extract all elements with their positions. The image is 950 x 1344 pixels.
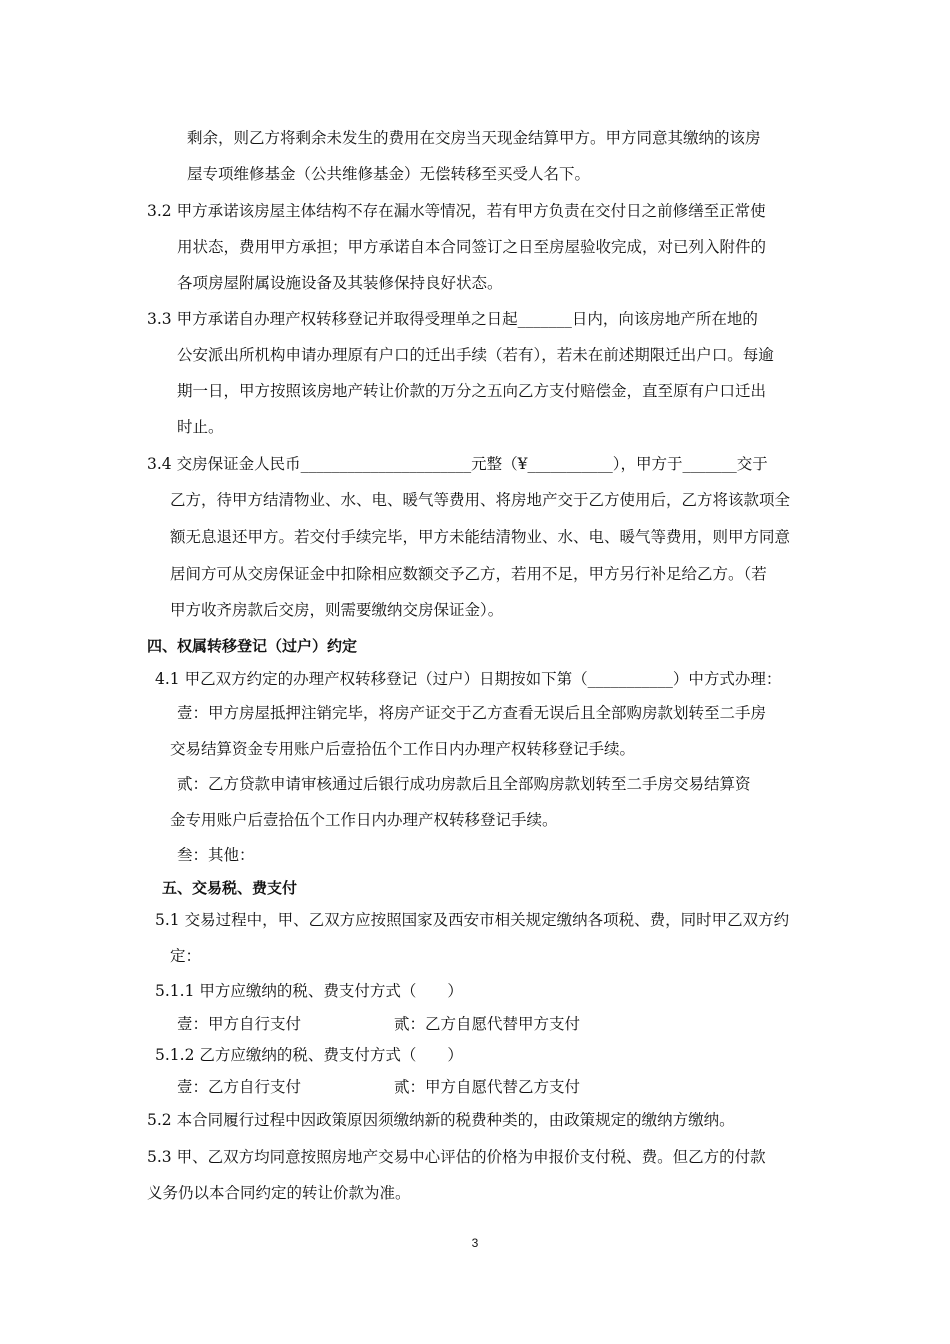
clause-5-1: 5.1 交易过程中，甲、乙双方应按照国家及西安市相关规定缴纳各项税、费，同时甲乙双方约: [155, 911, 790, 929]
clause-3-3: 3.3 甲方承诺自办理产权转移登记并取得受理单之日起_______日内，向该房地产所在地的: [147, 310, 758, 328]
clause-3-2: 3.2 甲方承诺该房屋主体结构不存在漏水等情况，若有甲方负责在交付日之前修缮至正常使: [147, 202, 766, 220]
payment-options-1: 壹：甲方自行支付 贰：乙方自愿代替甲方支付: [177, 1015, 581, 1033]
clause-3-4: 3.4 交房保证金人民币______________________元整（¥___________），甲方于_______交于: [147, 455, 768, 473]
body-line: 交易结算资金专用账户后壹拾伍个工作日内办理产权转移登记手续。: [170, 740, 636, 758]
body-line: 甲方收齐房款后交房，则需要缴纳交房保证金）。: [170, 601, 504, 619]
body-line: 额无息退还甲方。若交付手续完毕，甲方未能结清物业、水、电、暖气等费用，则甲方同意: [170, 528, 791, 546]
body-line: 用状态，费用甲方承担；甲方承诺自本合同签订之日至房屋验收完成，对已列入附件的: [177, 238, 767, 256]
clause-5-2: 5.2 本合同履行过程中因政策原因须缴纳新的税费种类的，由政策规定的缴纳方缴纳。: [147, 1111, 735, 1129]
body-line: 公安派出所机构申请办理原有户口的迁出手续（若有），若未在前述期限迁出户口。每逾: [177, 346, 774, 364]
body-line: 剩余，则乙方将剩余未发生的费用在交房当天现金结算甲方。甲方同意其缴纳的该房: [187, 129, 761, 147]
body-line: 居间方可从交房保证金中扣除相应数额交予乙方，若用不足，甲方另行补足给乙方。（若: [170, 565, 767, 583]
option-3: 叁：其他：: [177, 846, 255, 864]
section-heading-4: 四、权属转移登记（过户）约定: [147, 637, 358, 655]
option-2: 贰：乙方贷款申请审核通过后银行成功房款后且全部购房款划转至二手房交易结算资: [177, 775, 751, 793]
clause-5-3: 5.3 甲、乙双方均同意按照房地产交易中心评估的价格为申报价支付税、费。但乙方的付款: [147, 1148, 766, 1166]
body-line: 屋专项维修基金（公共维修基金）无偿转移至买受人名下。: [187, 165, 591, 183]
page-number: 3: [471, 1236, 479, 1250]
body-line: 各项房屋附属设施设备及其装修保持良好状态。: [177, 274, 503, 292]
clause-4-1: 4.1 甲乙双方约定的办理产权转移登记（过户）日期按如下第（___________）中方式办理：: [155, 670, 782, 688]
section-heading-5: 五、交易税、费支付: [162, 879, 298, 897]
clause-5-1-1: 5.1.1 甲方应缴纳的税、费支付方式（ ）: [155, 982, 463, 1000]
clause-5-1-2: 5.1.2 乙方应缴纳的税、费支付方式（ ）: [155, 1046, 463, 1064]
option-1: 壹：甲方房屋抵押注销完毕，将房产证交于乙方查看无误后且全部购房款划转至二手房: [177, 704, 767, 722]
body-line: 定：: [170, 947, 202, 965]
body-line: 时止。: [177, 418, 224, 436]
body-line: 义务仍以本合同约定的转让价款为准。: [147, 1184, 411, 1202]
body-line: 期一日，甲方按照该房地产转让价款的万分之五向乙方支付赔偿金，直至原有户口迁出: [177, 382, 767, 400]
body-line: 金专用账户后壹拾伍个工作日内办理产权转移登记手续。: [170, 811, 558, 829]
payment-options-2: 壹：乙方自行支付 贰：甲方自愿代替乙方支付: [177, 1078, 581, 1096]
body-line: 乙方，待甲方结清物业、水、电、暖气等费用、将房地产交于乙方使用后，乙方将该款项全: [170, 491, 791, 509]
